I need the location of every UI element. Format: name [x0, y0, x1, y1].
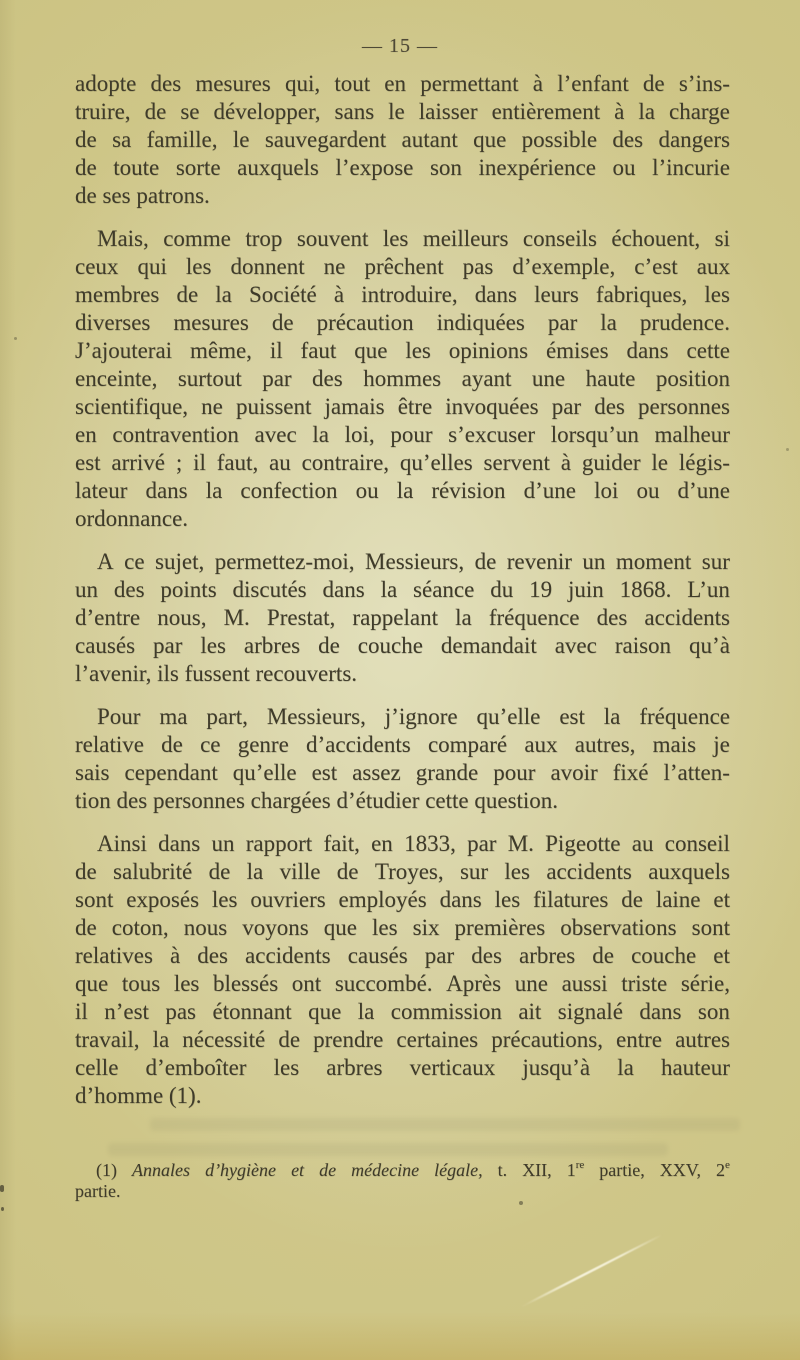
text-line: relative de ce genre d’accidents comparé aux autres, mais je: [75, 732, 730, 757]
ink-speck: [14, 337, 17, 340]
text-line: truire, de se développer, sans le laisser entièrement à la charge: [75, 99, 730, 124]
footnote-word: légale,: [434, 1160, 483, 1180]
text-line: en contravention avec la loi, pour s’excuser lorsqu’un malheur: [75, 422, 730, 447]
footnote-word: 1re: [566, 1159, 585, 1180]
text-line: causés par les arbres de couche demandait avec raison qu’à: [75, 633, 730, 658]
ink-speck: [0, 1185, 4, 1192]
text-line: il n’est pas étonnant que la commission ait signalé dans son: [75, 999, 730, 1024]
text-line: Mais, comme trop souvent les meilleurs conseils échouent, si: [97, 226, 730, 251]
paragraph: [75, 830, 730, 1110]
paragraph: [75, 703, 730, 815]
showthrough-mark: [108, 1143, 668, 1156]
text-line: celle d’emboîter les arbres verticaux jusqu’à la hauteur: [75, 1055, 730, 1080]
text-line: l’avenir, ils fussent recouverts.: [75, 661, 358, 686]
text-line: d’entre nous, M. Prestat, rappelant la fréquence des accidents: [75, 605, 730, 630]
footnote-word: XXV,: [659, 1160, 701, 1180]
text-line: de ses patrons.: [75, 183, 210, 208]
text-line: que tous les blessés ont succombé. Après une aussi triste série,: [75, 971, 730, 996]
footnote-word: partie,: [599, 1160, 645, 1180]
text-line: tion des personnes chargées d’étudier cette question.: [75, 788, 559, 813]
text-line: sont exposés les ouvriers employés dans les filatures de laine et: [75, 887, 730, 912]
footnote-word: de: [319, 1160, 337, 1180]
footnote-word: t.: [497, 1160, 508, 1180]
text-line: diverses mesures de précaution indiquées par la prudence.: [75, 310, 730, 335]
text-line: un des points discutés dans la séance du 19 juin 1868. L’un: [75, 577, 730, 602]
text-line: scientifique, ne puissent jamais être invoquées par des personnes: [75, 394, 730, 419]
text-line: de toute sorte auxquels l’expose son inexpérience ou l’incurie: [75, 155, 730, 180]
footnote-line: [75, 1160, 730, 1181]
text-line: de sa famille, le sauvegardent autant que possible des dangers: [75, 127, 730, 152]
footnote-word: d’hygiène: [205, 1160, 277, 1180]
footnote-word: XII,: [522, 1160, 552, 1180]
footnote: [75, 1160, 730, 1202]
footnote-word: et: [291, 1160, 305, 1180]
footnote-word: 2e: [716, 1159, 730, 1180]
text-line: de salubrité de la ville de Troyes, sur les accidents auxquels: [75, 859, 730, 884]
paragraph: [75, 70, 730, 210]
text-line: J’ajouterai même, il faut que les opinions émises dans cette: [75, 338, 730, 363]
text-line: lateur dans la confection ou la révision d’une loi ou d’une: [75, 478, 730, 503]
footnote-word: médecine: [351, 1160, 420, 1180]
text-line: membres de la Société à introduire, dans leurs fabriques, les: [75, 282, 730, 307]
text-line: est arrivé ; il faut, au contraire, qu’elles servent à guider le légis-: [75, 450, 730, 475]
scratch-mark: [520, 1252, 628, 1308]
text-line: enceinte, surtout par des hommes ayant une haute position: [75, 366, 730, 391]
footnote-word: Annales: [132, 1160, 191, 1180]
footnote-line: partie.: [75, 1181, 121, 1201]
text-block: [75, 70, 730, 1125]
text-line: Ainsi dans un rapport fait, en 1833, par M. Pigeotte au conseil: [97, 831, 730, 856]
ink-speck: [1, 1207, 4, 1211]
page-number: — 15 —: [362, 35, 438, 57]
text-line: relatives à des accidents causés par des arbres de couche et: [75, 943, 730, 968]
text-line: ordonnance.: [75, 506, 189, 531]
footnote-word: (1): [96, 1160, 117, 1180]
text-line: sais cependant qu’elle est assez grande pour avoir fixé l’atten-: [75, 760, 730, 785]
paragraph: [75, 548, 730, 688]
text-line: A ce sujet, permettez-moi, Messieurs, de revenir un moment sur: [97, 549, 730, 574]
text-line: de coton, nous voyons que les six premières observations sont: [75, 915, 730, 940]
ink-speck: [519, 1201, 523, 1205]
text-line: travail, la nécessité de prendre certaines précautions, entre autres: [75, 1027, 730, 1052]
paragraph: [75, 225, 730, 533]
text-line: adopte des mesures qui, tout en permettant à l’enfant de s’ins-: [75, 71, 730, 96]
text-line: ceux qui les donnent ne prêchent pas d’exemple, c’est aux: [75, 254, 730, 279]
text-line: Pour ma part, Messieurs, j’ignore qu’elle est la fréquence: [97, 704, 730, 729]
text-line: d’homme (1).: [75, 1083, 202, 1108]
ink-speck: [786, 448, 789, 451]
